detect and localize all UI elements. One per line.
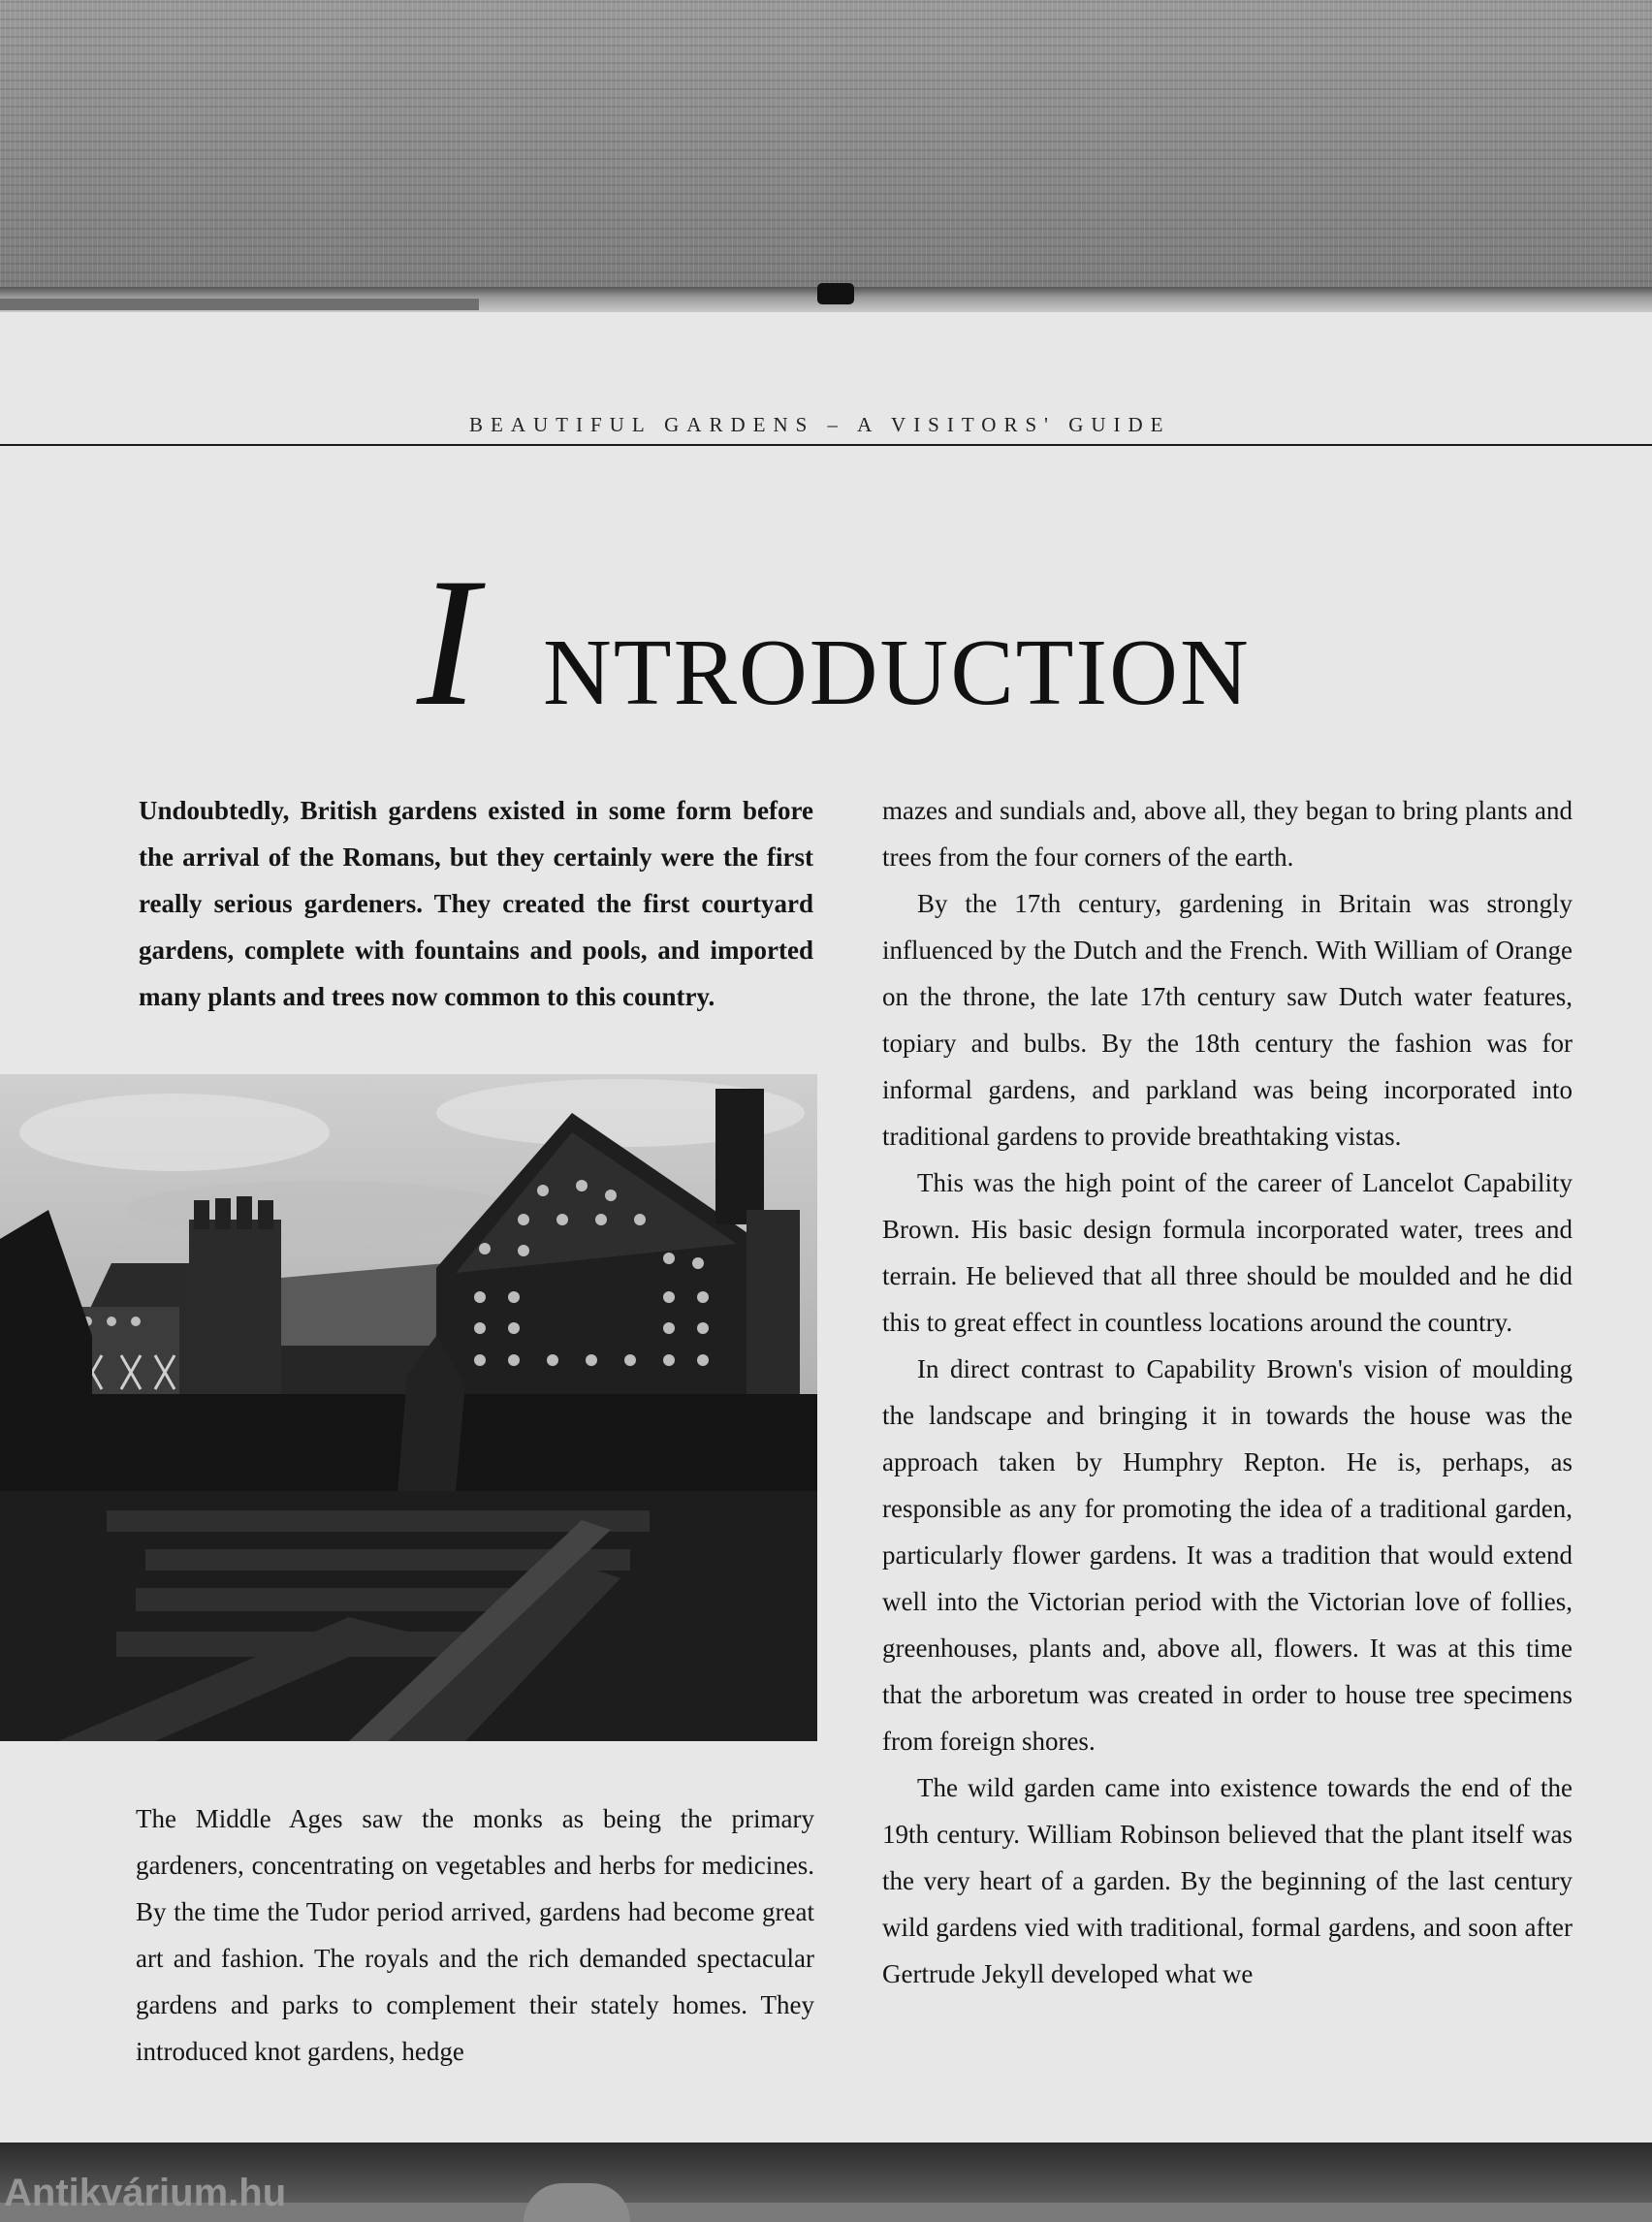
book-page <box>0 312 1652 2144</box>
fabric-background <box>0 0 1652 291</box>
running-header: BEAUTIFUL GARDENS – A VISITORS' GUIDE <box>469 413 1171 436</box>
title-rest: NTRODUCTION <box>543 620 1251 725</box>
right-paragraph-4: In direct contrast to Capability Brown's vision of moulding the landscape and bringing it in towards the house was the approach taken by Humphry Repton. He is, perhaps, as responsible as any for promoting the idea of a traditional garden, particularly flower gardens. It was a tradition that would extend well into the Victorian period with the Victorian love of follies, greenhouses, plants and, above all, flowers. It was at this time that the arboretum was created in order to house tree specimens from foreign shores. <box>882 1354 1573 1756</box>
lower-left-paragraph <box>136 1795 814 2075</box>
title-svg <box>0 549 1652 743</box>
right-paragraph-1: mazes and sundials and, above all, they began to bring plants and trees from the four corners of the earth. <box>882 796 1573 872</box>
header-rule <box>0 444 1652 446</box>
binder-tab <box>0 299 479 310</box>
watermark: Antikvárium.hu <box>4 2172 287 2214</box>
right-column <box>882 787 1573 1997</box>
page-title <box>0 549 1652 743</box>
title-initial: I <box>417 549 479 743</box>
binder-clip <box>817 283 854 304</box>
garden-photo-illustration <box>0 1074 817 1741</box>
right-paragraph-5: The wild garden came into existence towards the end of the 19th century. William Robinson believed that the plant itself was the very heart of a garden. By the beginning of the last century wild gardens vied with traditional, formal gardens, and soon after Gertrude Jekyll developed what we <box>882 1773 1573 1988</box>
intro-text: Undoubtedly, British gardens existed in some form before the arrival of the Romans, but they certainly were the first really serious gardeners. They created the first courtyard gardens, complete with fountains and pools, and imported many plants and trees now common to this country. <box>139 796 813 1011</box>
right-paragraph-2: By the 17th century, gardening in Britain was strongly influenced by the Dutch and the French. With William of Orange on the throne, the late 17th century saw Dutch water features, topiary and bulbs. By the 18th century the fashion was for informal gardens, and parkland was being incorporated into traditional gardens to provide breathtaking vistas. <box>882 889 1573 1151</box>
right-paragraph-3: This was the high point of the career of Lancelot Capability Brown. His basic design formula incorporated water, trees and terrain. He believed that all three should be moulded and he did this to great effect in countless locations around the country. <box>882 1168 1573 1337</box>
garden-photo <box>0 1074 817 1741</box>
intro-paragraph <box>139 787 813 1020</box>
lower-left-text: The Middle Ages saw the monks as being the primary gardeners, concentrating on vegetables and herbs for medicines. By the time the Tudor period arrived, gardens had become great art and fashion. The royals and the rich demanded spectacular gardens and parks to complement their stately homes. They introduced knot gardens, hedge <box>136 1804 814 2066</box>
